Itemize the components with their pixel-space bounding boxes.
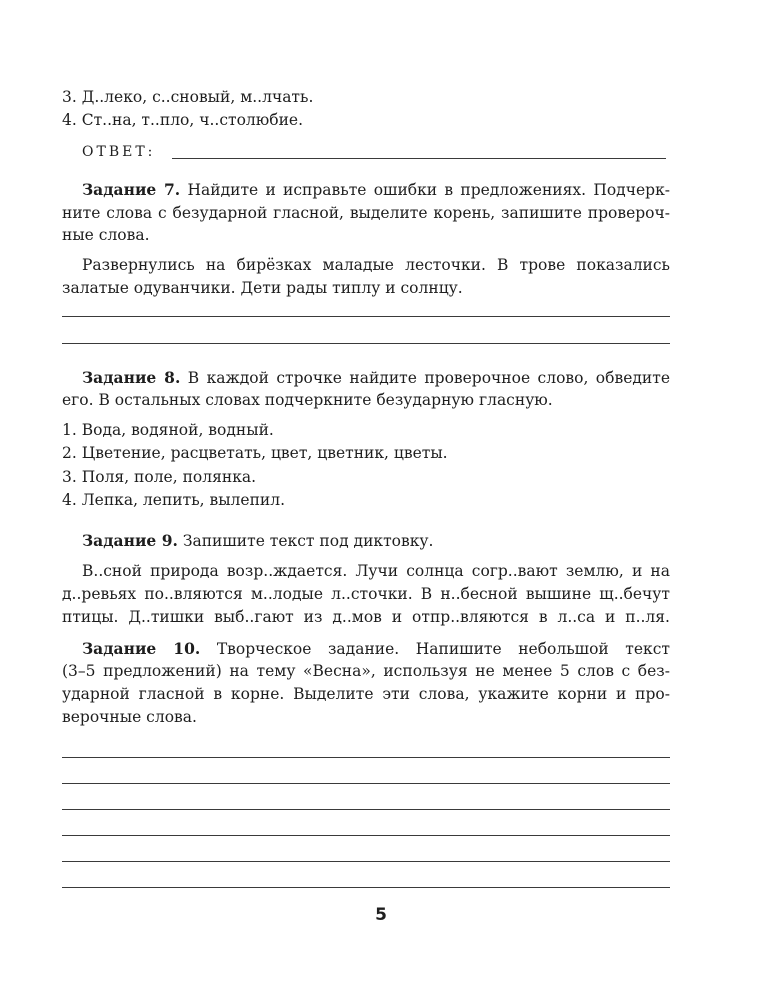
- task7-answer-line-2[interactable]: [62, 343, 670, 344]
- task9-text-line-1: В..сной природа возр..ждается. Лучи солнца согр..вают землю, и на: [82, 562, 670, 580]
- task7-label: Задание 7.: [82, 180, 181, 199]
- task10-answer-line-3[interactable]: [62, 809, 670, 810]
- task7-text-line-1: Развернулись на бирёзках маладые лесточки. В трове показались: [82, 256, 670, 274]
- page-number: 5: [375, 905, 387, 925]
- task7-instruction-line-3: ные слова.: [62, 226, 150, 244]
- task10-label: Задание 10.: [82, 639, 201, 658]
- task8-instruction-line-1: Задание 8. В каждой строчке найдите проверочное слово, обведите: [82, 368, 670, 387]
- task9-label: Задание 9.: [82, 531, 178, 550]
- answer-label: ОТВЕТ:: [82, 144, 156, 160]
- task7-instruction-line-2: ните слова с безударной гласной, выделите корень, запишите провероч-: [62, 204, 670, 222]
- task9-instruction: Задание 9. Запишите текст под диктовку.: [82, 531, 434, 550]
- task6-item-4: 4. Ст..на, т..пло, ч..столюбие.: [62, 111, 304, 129]
- task10-instruction-line-3: ударной гласной в корне. Выделите эти слова, укажите корни и про-: [62, 685, 670, 703]
- task8-item-1: 1. Вода, водяной, водный.: [62, 421, 274, 439]
- task7-answer-line-1[interactable]: [62, 316, 670, 317]
- task9-text-line-2: д..ревьях по..вляются м..лодые л..сточки. В н..бесной вышине щ..бечут: [62, 585, 670, 603]
- answer-line[interactable]: [172, 158, 666, 159]
- task10-instruction-line-2: (3–5 предложений) на тему «Весна», используя не менее 5 слов с без-: [62, 662, 670, 680]
- task9-text-line-3: птицы. Д..тишки выб..гают из д..мов и отпр..вляются в л..са и п..ля.: [62, 608, 670, 626]
- task10-instruction-line-4: верочные слова.: [62, 708, 197, 726]
- task10-answer-line-5[interactable]: [62, 861, 670, 862]
- task10-answer-line-1[interactable]: [62, 757, 670, 758]
- task10-answer-line-6[interactable]: [62, 887, 670, 888]
- task8-item-2: 2. Цветение, расцветать, цвет, цветник, цветы.: [62, 444, 448, 462]
- task10-answer-line-2[interactable]: [62, 783, 670, 784]
- task8-label: Задание 8.: [82, 368, 181, 387]
- task8-instruction-line-2: его. В остальных словах подчеркните безударную гласную.: [62, 391, 553, 409]
- task7-text-line-2: залатые одуванчики. Дети рады типлу и солнцу.: [62, 279, 463, 297]
- task10-instruction-line-1: Задание 10. Творческое задание. Напишите небольшой текст: [82, 639, 670, 658]
- task8-item-3: 3. Поля, поле, полянка.: [62, 468, 257, 486]
- task8-item-4: 4. Лепка, лепить, вылепил.: [62, 491, 286, 509]
- task10-answer-line-4[interactable]: [62, 835, 670, 836]
- task7-instruction-line-1: Задание 7. Найдите и исправьте ошибки в предложениях. Подчерк-: [82, 180, 670, 199]
- task6-item-3: 3. Д..леко, с..сновый, м..лчать.: [62, 88, 314, 106]
